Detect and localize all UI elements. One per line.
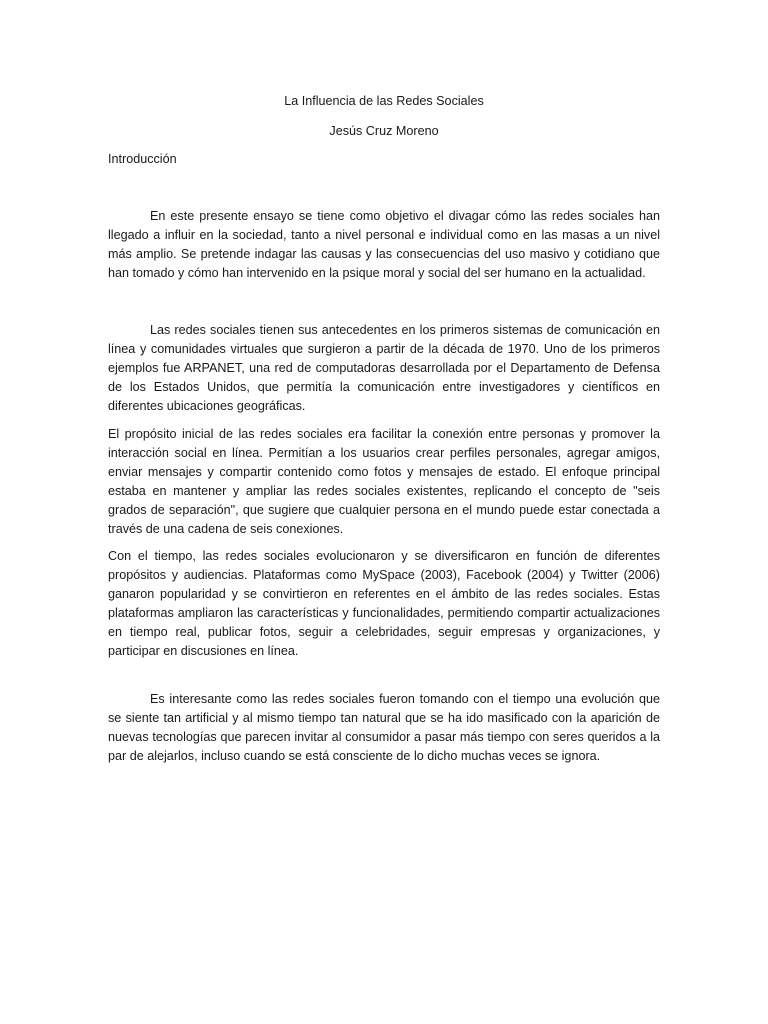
paragraph-purpose: El propósito inicial de las redes sociales era facilitar la conexión entre personas y promover la interacción social en línea. Permitían a los usuarios crear perfiles personales, agregar amigos, enviar mensajes y compartir contenido como fotos y mensajes de estado. El enfoque principal estaba en mantener y ampliar las redes sociales existentes, replicando el concepto de "seis grados de separación", que sugiere que cualquier persona en el mundo puede estar conectada a través de una cadena de seis conexiones. bbox=[108, 427, 660, 536]
paragraph-evolution: Con el tiempo, las redes sociales evolucionaron y se diversificaron en función de diferentes propósitos y audiencias. Plataformas como MySpace (2003), Facebook (2004) y Twitter (2006) ganaron popularidad y se convirtieron en referentes en el ámbito de las redes sociales. Estas plataformas ampliaron las características y funcionalidades, permitiendo compartir actualizaciones en tiempo real, publicar fotos, seguir a celebridades, seguir empresas y organizaciones, y participar en discusiones en línea. bbox=[108, 549, 660, 658]
paragraph-reflection: Es interesante como las redes sociales fueron tomando con el tiempo una evolución que se siente tan artificial y al mismo tiempo tan natural que se ha ido masificado con la aparición de nuevas tecnologías que parecen invitar al consumidor a pasar más tiempo con seres queridos a la par de alejarlos, incluso cuando se está consciente de lo dicho muchas veces se ignora. bbox=[108, 692, 660, 763]
paragraph-antecedents: Las redes sociales tienen sus antecedentes en los primeros sistemas de comunicación en línea y comunidades virtuales que surgieron a partir de la década de 1970. Uno de los primeros ejemplos fue ARPANET, una red de computadoras desarrollada por el Departamento de Defensa de los Estados Unidos, que permitía la comunicación entre investigadores y científicos en diferentes ubicaciones geográficas. bbox=[108, 323, 660, 413]
section-heading-introduction: Introducción bbox=[108, 152, 177, 166]
paragraph-intro: En este presente ensayo se tiene como objetivo el divagar cómo las redes sociales han llegado a influir en la sociedad, tanto a nivel personal e individual como en las masas a un nivel más amplio. Se pretende indagar las causas y las consecuencias del uso masivo y cotidiano que han tomado y cómo han intervenido en la psique moral y social del ser humano en la actualidad. bbox=[108, 209, 660, 280]
document-title: La Influencia de las Redes Sociales bbox=[284, 94, 484, 108]
document-author: Jesús Cruz Moreno bbox=[329, 124, 439, 138]
